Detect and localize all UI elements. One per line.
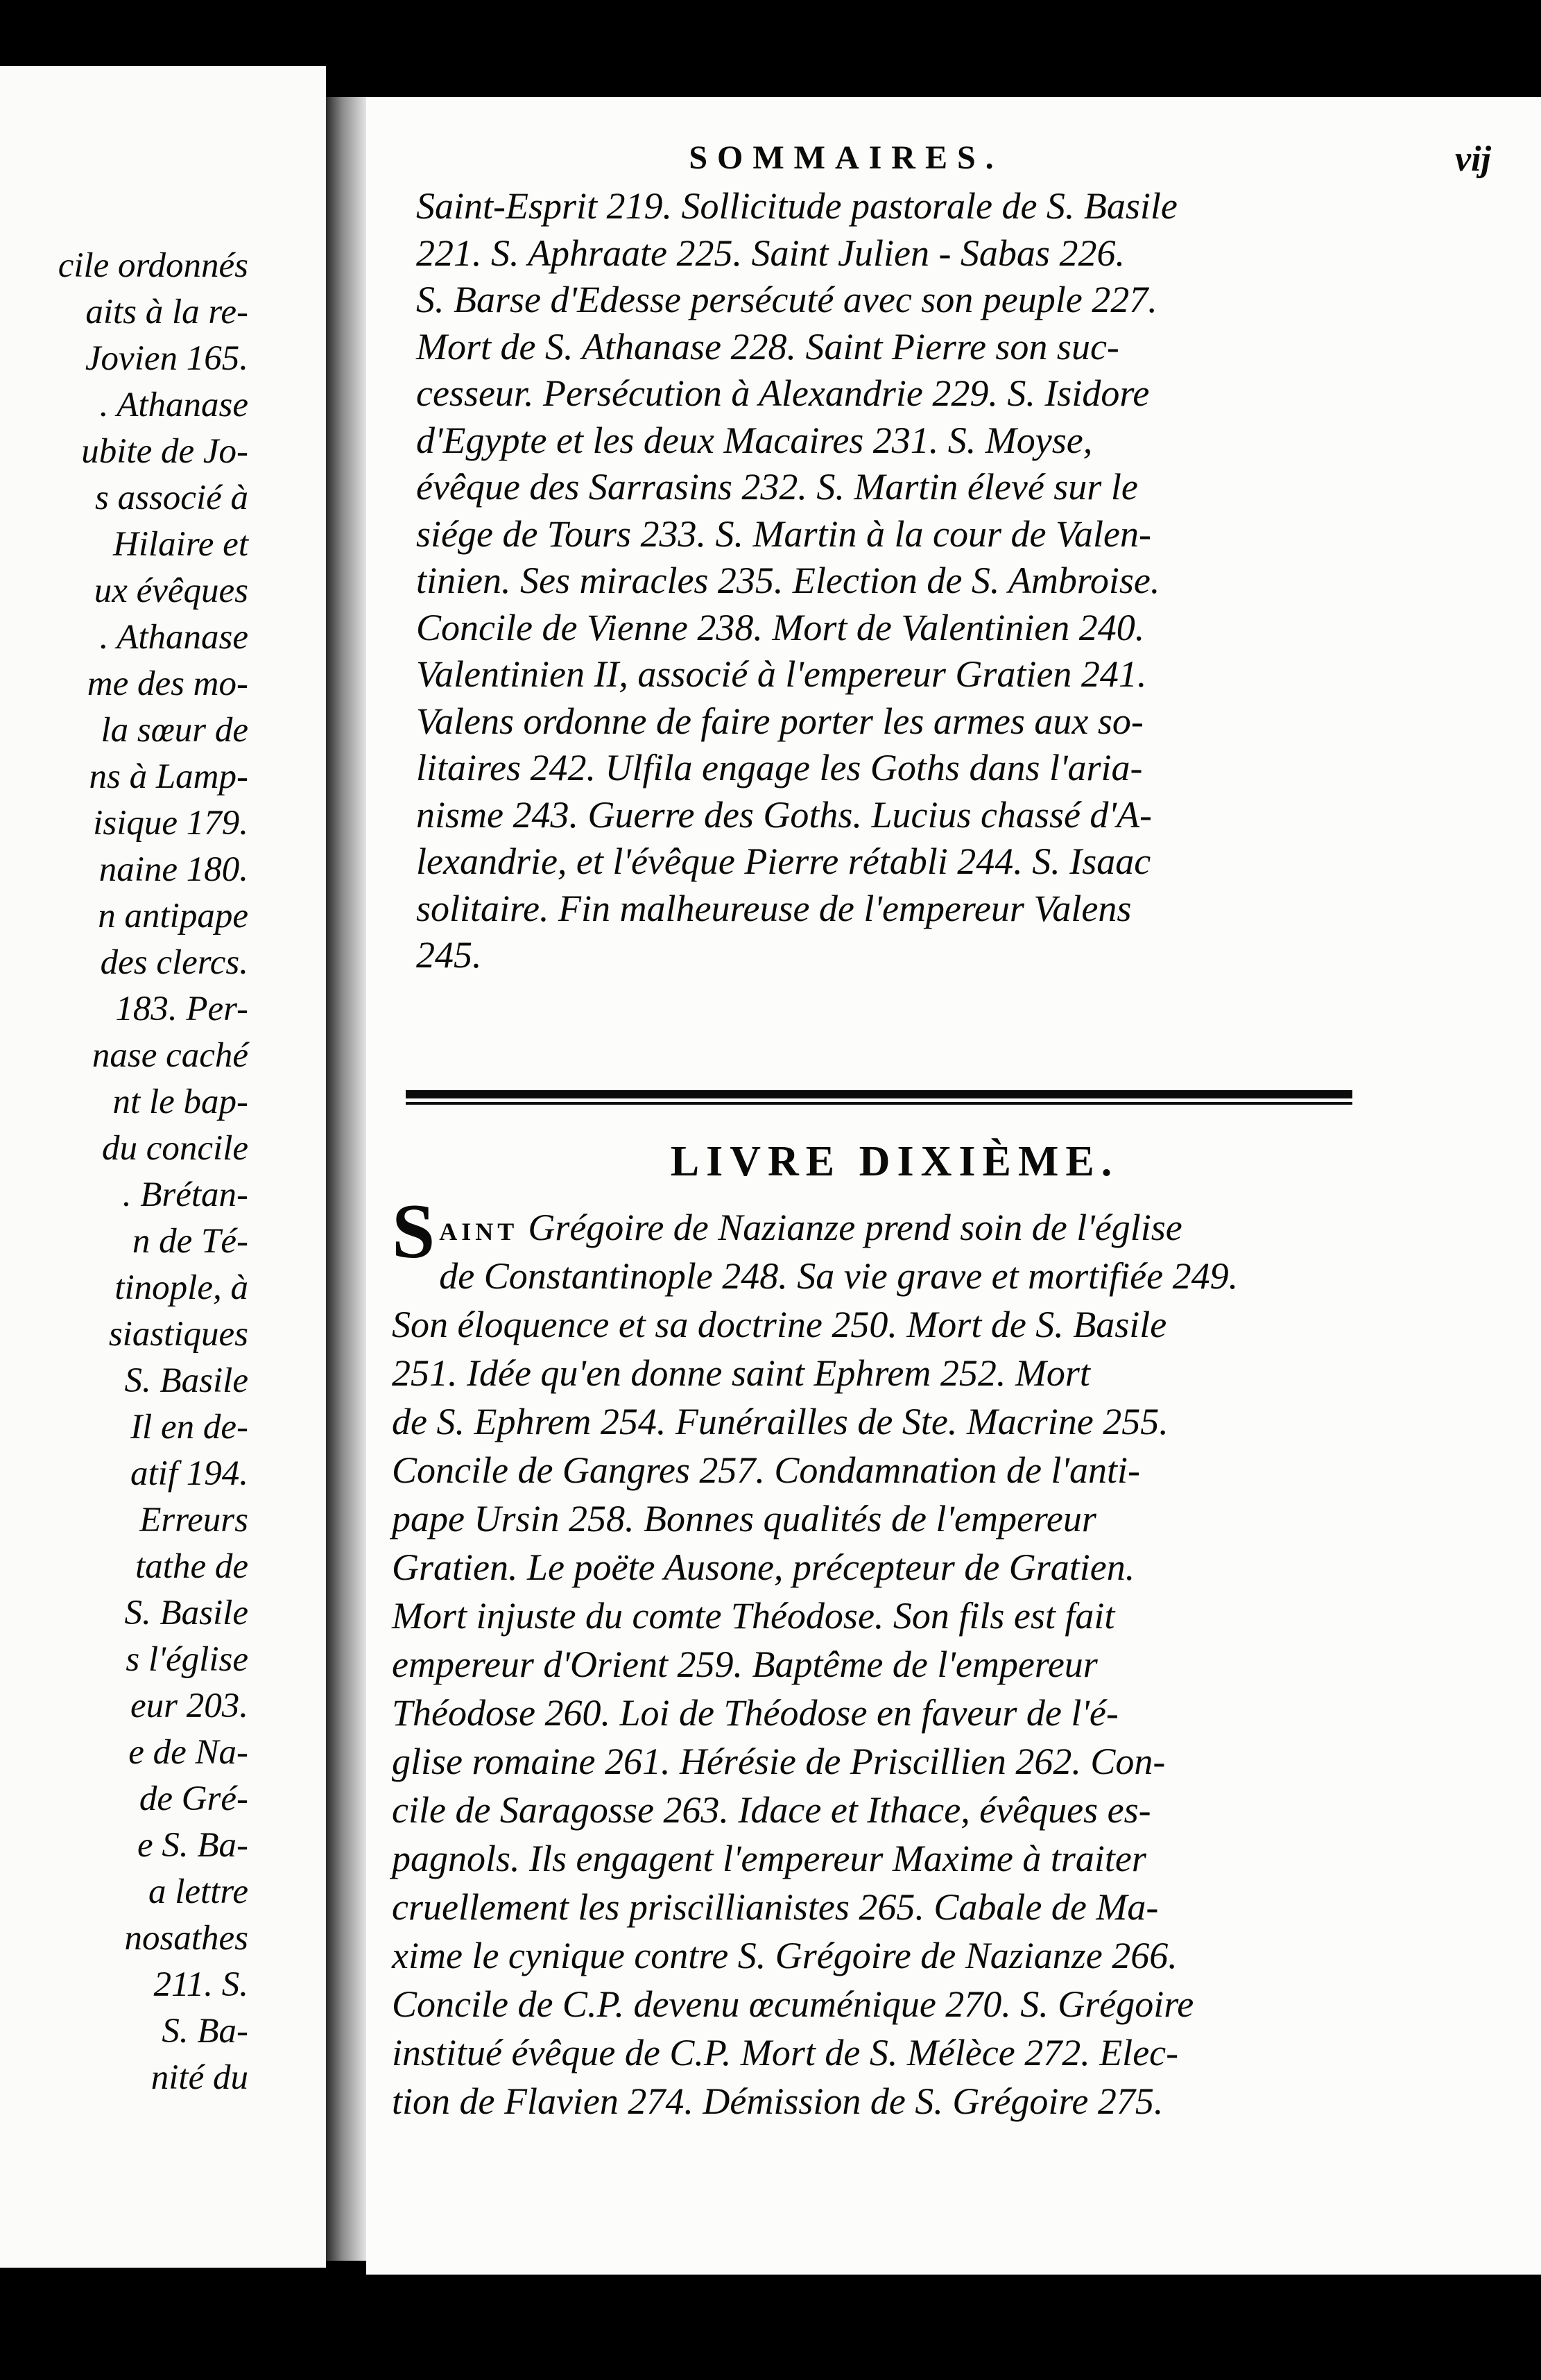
left-page-line: des clercs. [100,943,248,982]
left-page-line: du concile [102,1129,248,1168]
summary-line: 221. S. Aphraate 225. Saint Julien - Sabas 226. [416,232,1125,274]
body-line: 251. Idée qu'en donne saint Ephrem 252. Mort [392,1352,1090,1394]
left-page-line: nt le bap- [112,1083,248,1121]
page-number: vij [1455,139,1491,179]
book-heading: LIVRE DIXIÈME. [670,1138,1119,1185]
summary-line: S. Barse d'Edesse persécuté avec son peuple 227. [416,279,1157,320]
left-page-line: Hilaire et [113,525,248,564]
left-page-line: isique 179. [93,804,248,843]
body-line: cile de Saragosse 263. Idace et Ithace, évêques es- [392,1789,1151,1831]
left-page-line: Jovien 165. [85,339,248,378]
summary-line: cesseur. Persécution à Alexandrie 229. S. Isidore [416,372,1150,414]
summary-line: évêque des Sarrasins 232. S. Martin élevé sur le [416,466,1138,508]
body-line: Gratien. Le poëte Ausone, précepteur de Gratien. [392,1546,1135,1588]
left-page-line: 211. S. [153,1965,248,2004]
body-line: Son éloquence et sa doctrine 250. Mort de S. Basile [392,1304,1167,1345]
left-page-line: Erreurs [139,1501,248,1540]
left-page-line: n de Té- [132,1222,248,1261]
summary-line: tinien. Ses miracles 235. Election de S. Ambroise. [416,560,1160,601]
left-page-line: tathe de [135,1547,248,1586]
body-line: tion de Flavien 274. Démission de S. Grégoire 275. [392,2080,1164,2122]
double-rule-divider [406,1090,1352,1105]
body-line: Concile de C.P. devenu œcuménique 270. S. Grégoire [392,1983,1194,2025]
left-page-line: S. Basile [124,1361,248,1400]
drop-cap: S [392,1189,436,1275]
left-page-line: atif 194. [130,1454,248,1493]
running-head: SOMMAIRES. [689,139,1004,176]
body-line: institué évêque de C.P. Mort de S. Mélèce 272. Elec- [392,2032,1179,2073]
left-page-line: siastiques [108,1315,248,1354]
first-line-text: Grégoire de Nazianze prend soin de l'église [528,1207,1182,1248]
left-page-text [58,243,248,2101]
book-gutter [326,97,368,2261]
small-caps-word: AINT [439,1218,519,1245]
left-page-line: S. Ba- [162,2012,248,2051]
body-lines [392,1252,1377,2122]
body-line: glise romaine 261. Hérésie de Priscillien 262. Con- [392,1741,1166,1782]
left-page-line: n antipape [98,897,248,935]
summary-line: Valens ordonne de faire porter les armes aux so- [416,700,1144,742]
left-page-line: me des mo- [87,664,248,703]
left-page-line: s l'église [126,1640,248,1679]
left-page-line: tinople, à [114,1268,248,1307]
left-page-line: Il en de- [130,1408,248,1447]
body-line: cruellement les priscillianistes 265. Cabale de Ma- [392,1886,1159,1928]
summary-line: Valentinien II, associé à l'empereur Gratien 241. [416,653,1147,695]
left-page-line: aits à la re- [85,293,248,331]
body-line: de S. Ephrem 254. Funérailles de Ste. Macrine 255. [392,1401,1169,1442]
body-line: de Constantinople 248. Sa vie grave et mortifiée 249. [439,1255,1239,1297]
left-page-line: nité du [150,2058,248,2097]
body-line: Mort injuste du comte Théodose. Son fils est fait [392,1595,1115,1637]
summary-line: litaires 242. Ulfila engage les Goths dans l'aria- [416,747,1143,788]
first-line [392,1189,1377,1275]
left-page-line: cile ordonnés [58,246,248,285]
left-page-line: e S. Ba- [137,1826,248,1865]
left-page-line: ubite de Jo- [81,432,248,471]
left-page-line: la sœur de [101,711,248,750]
summary-line: lexandrie, et l'évêque Pierre rétabli 244. S. Isaac [416,840,1151,882]
rule-thin [406,1102,1352,1105]
left-page-line: ns à Lamp- [89,757,248,796]
summary-line: Concile de Vienne 238. Mort de Valentinien 240. [416,606,1145,648]
rule-thick [406,1090,1352,1098]
body-line: pagnols. Ils engagent l'empereur Maxime à traiter [392,1838,1146,1879]
body-line: Concile de Gangres 257. Condamnation de l'anti- [392,1449,1140,1491]
book-summary-text [392,1189,1377,2122]
left-page-line: naine 180. [98,850,248,889]
left-page-line: . Athanase [99,386,248,424]
left-page-line: nase caché [92,1036,248,1075]
left-page-line: . Brétan- [122,1175,248,1214]
body-line: xime le cynique contre S. Grégoire de Nazianze 266. [392,1935,1178,1976]
summary-text [416,183,1373,979]
summary-line: siége de Tours 233. S. Martin à la cour de Valen- [416,512,1151,555]
left-page-line: de Gré- [139,1779,248,1818]
left-page-line: S. Basile [124,1594,248,1632]
left-page-line: ux évêques [94,571,248,610]
left-page-line: a lettre [148,1872,248,1911]
summary-line: d'Egypte et les deux Macaires 231. S. Moyse, [416,419,1093,461]
summary-line: solitaire. Fin malheureuse de l'empereur Valens [416,887,1132,929]
summary-line: Mort de S. Athanase 228. Saint Pierre son suc- [416,325,1119,368]
left-page-line: . Athanase [99,618,248,657]
body-line: pape Ursin 258. Bonnes qualités de l'empereur [392,1498,1096,1540]
body-line: Théodose 260. Loi de Théodose en faveur de l'é- [392,1692,1119,1734]
summary-line: nisme 243. Guerre des Goths. Lucius chassé d'A- [416,793,1152,836]
summary-line: 245. [416,934,482,976]
left-page [0,66,326,2268]
summary-line: Saint-Esprit 219. Sollicitude pastorale de S. Basile [416,185,1178,227]
left-page-line: eur 203. [130,1687,248,1725]
left-page-line: s associé à [95,478,248,517]
left-page-line: e de Na- [128,1733,248,1772]
body-line: empereur d'Orient 259. Baptême de l'empereur [392,1644,1098,1685]
left-page-line: 183. Per- [115,990,248,1028]
left-page-line: nosathes [124,1919,248,1958]
